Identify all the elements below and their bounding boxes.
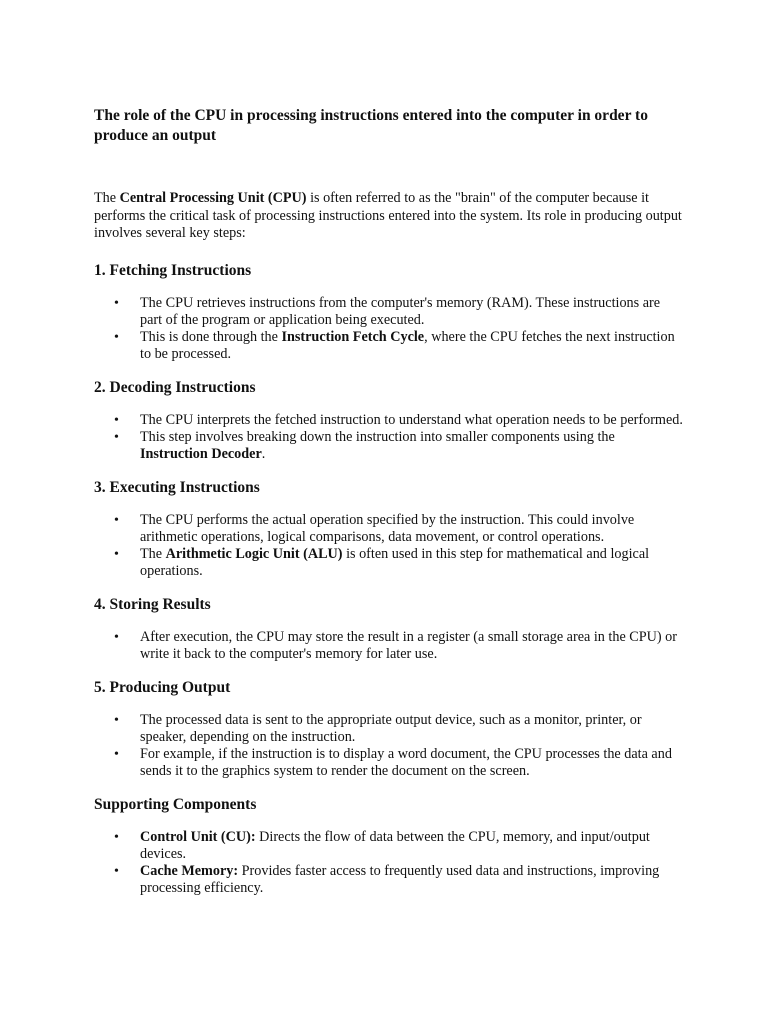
list-item: [94, 412, 684, 429]
item-text-after: Directs the flow of data between the CPU, memory, and input/output devices.: [140, 828, 650, 862]
section-heading-output: 5. Producing Output: [94, 678, 231, 696]
intro-paragraph: [94, 190, 684, 243]
document-title: The role of the CPU in processing instructions entered into the computer in order to produce an output: [94, 107, 648, 144]
item-text-bold: Cache Memory:: [140, 862, 239, 879]
list-item: [94, 546, 684, 580]
section-heading-supporting: Supporting Components: [94, 795, 257, 813]
intro-text-after: is often referred to as the "brain" of the computer because it performs the critical task of processing instructions entered into the system. Its role in producing output involves several key steps:: [94, 190, 682, 241]
item-text-before: The CPU performs the actual operation specified by the instruction. This could involve arithmetic operations, logical comparisons, data movement, or control operations.: [140, 511, 635, 545]
item-text-bold: Instruction Decoder: [140, 445, 262, 462]
section-list-fetching: [94, 295, 684, 363]
item-text-before: This is done through the: [140, 328, 282, 345]
item-text-before: This step involves breaking down the instruction into smaller components using the: [140, 428, 615, 445]
section-list-supporting: [94, 829, 684, 897]
list-item: [94, 863, 684, 897]
item-text-bold: Arithmetic Logic Unit (ALU): [165, 545, 343, 562]
item-text-before: The CPU interprets the fetched instruction to understand what operation needs to be performed.: [140, 411, 683, 428]
item-text-before: The processed data is sent to the appropriate output device, such as a monitor, printer, or speaker, depending on the instruction.: [140, 711, 642, 745]
section-list-decoding: [94, 412, 684, 463]
intro-text-before: The: [94, 190, 120, 206]
item-text-after: , where the CPU fetches the next instruction to be processed.: [140, 328, 675, 362]
list-item: [94, 746, 684, 780]
list-item: [94, 295, 684, 329]
section-heading-fetching: 1. Fetching Instructions: [94, 261, 252, 279]
section-list-output: [94, 712, 684, 780]
section-heading-decoding: 2. Decoding Instructions: [94, 378, 256, 396]
item-text-before: After execution, the CPU may store the result in a register (a small storage area in the CPU) or write it back to the computer's memory for later use.: [140, 628, 677, 662]
section-list-executing: [94, 512, 684, 580]
list-item: [94, 329, 684, 363]
list-item: [94, 429, 684, 463]
section-list-storing: [94, 629, 684, 663]
list-item: [94, 829, 684, 863]
document-page: [94, 106, 684, 897]
item-text-before: For example, if the instruction is to display a word document, the CPU processes the data and sends it to the graphics system to render the document on the screen.: [140, 745, 672, 779]
list-item: [94, 712, 684, 746]
item-text-before: The: [140, 545, 166, 562]
item-text-after: Provides faster access to frequently used data and instructions, improving processing efficiency.: [140, 862, 660, 896]
list-item: [94, 629, 684, 663]
item-text-bold: Control Unit (CU):: [140, 828, 256, 845]
item-text-after: is often used in this step for mathematical and logical operations.: [140, 545, 650, 579]
list-item: [94, 512, 684, 546]
item-text-after: .: [261, 445, 266, 462]
section-heading-executing: 3. Executing Instructions: [94, 478, 260, 496]
section-heading-storing: 4. Storing Results: [94, 595, 211, 613]
item-text-before: The CPU retrieves instructions from the computer's memory (RAM). These instructions are part of the program or application being executed.: [140, 294, 661, 328]
item-text-bold: Instruction Fetch Cycle: [281, 328, 425, 345]
intro-text-bold: Central Processing Unit (CPU): [119, 190, 307, 206]
